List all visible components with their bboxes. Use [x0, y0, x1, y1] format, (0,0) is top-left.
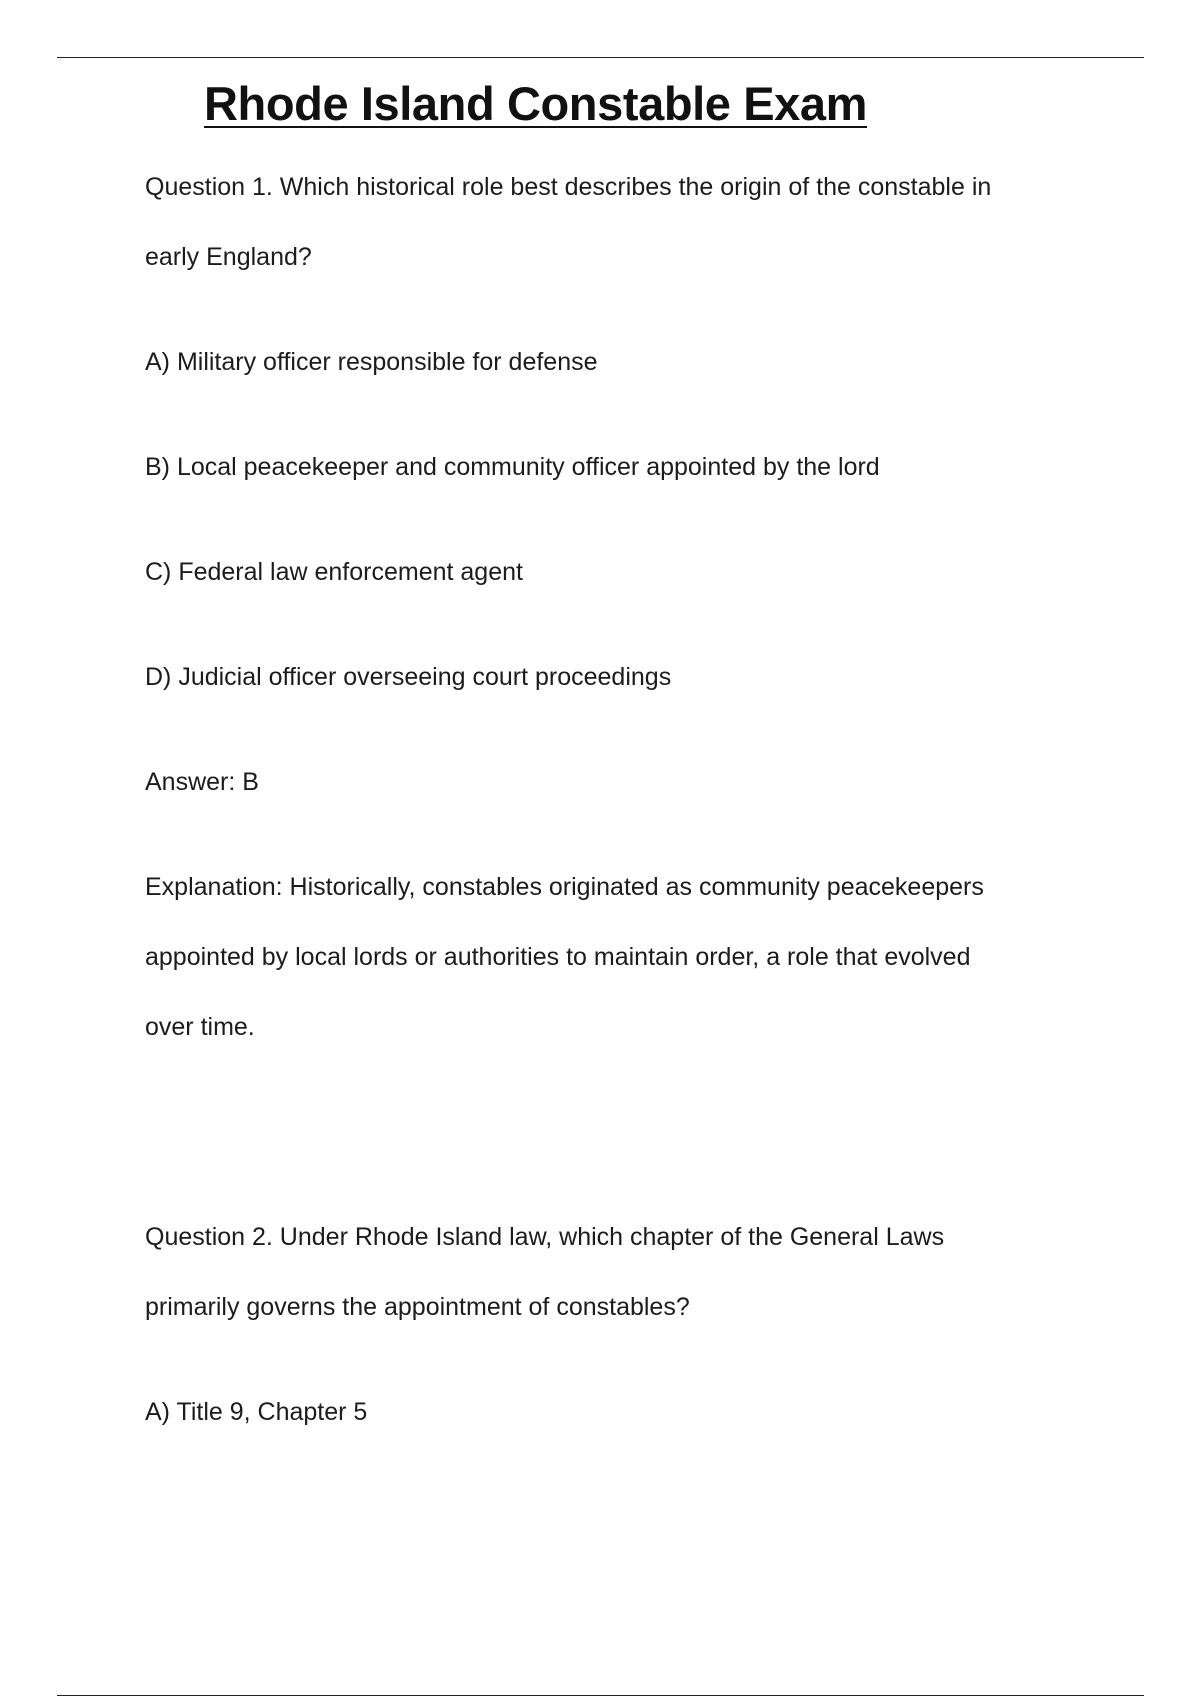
- question-1-option-d: D) Judicial officer overseeing court proceedings: [145, 663, 672, 691]
- question-1-option-a: A) Military officer responsible for defense: [145, 348, 598, 376]
- exam-content: [145, 152, 1045, 1447]
- question-2-prompt-line-1: Question 2. Under Rhode Island law, which chapter of the General Laws: [145, 1223, 945, 1251]
- page-title: Rhode Island Constable Exam: [204, 77, 868, 130]
- question-1-explanation-line-1: Explanation: Historically, constables originated as community peacekeepers: [145, 873, 984, 901]
- question-2: [145, 1202, 1045, 1447]
- question-1: [145, 152, 1045, 1062]
- top-rule: [57, 57, 1144, 58]
- question-2-prompt-line-2: primarily governs the appointment of constables?: [145, 1293, 690, 1321]
- question-1-explanation-line-2: appointed by local lords or authorities to maintain order, a role that evolved: [145, 943, 971, 971]
- bottom-rule: [57, 1695, 1144, 1696]
- question-1-prompt-line-2: early England?: [145, 243, 312, 271]
- question-1-option-b: B) Local peacekeeper and community officer appointed by the lord: [145, 453, 880, 481]
- question-1-prompt-line-1: Question 1. Which historical role best describes the origin of the constable in: [145, 173, 992, 201]
- question-1-explanation-line-3: over time.: [145, 1013, 255, 1041]
- question-2-option-a: A) Title 9, Chapter 5: [145, 1398, 368, 1426]
- question-1-answer: Answer: B: [145, 768, 259, 796]
- question-1-option-c: C) Federal law enforcement agent: [145, 558, 523, 586]
